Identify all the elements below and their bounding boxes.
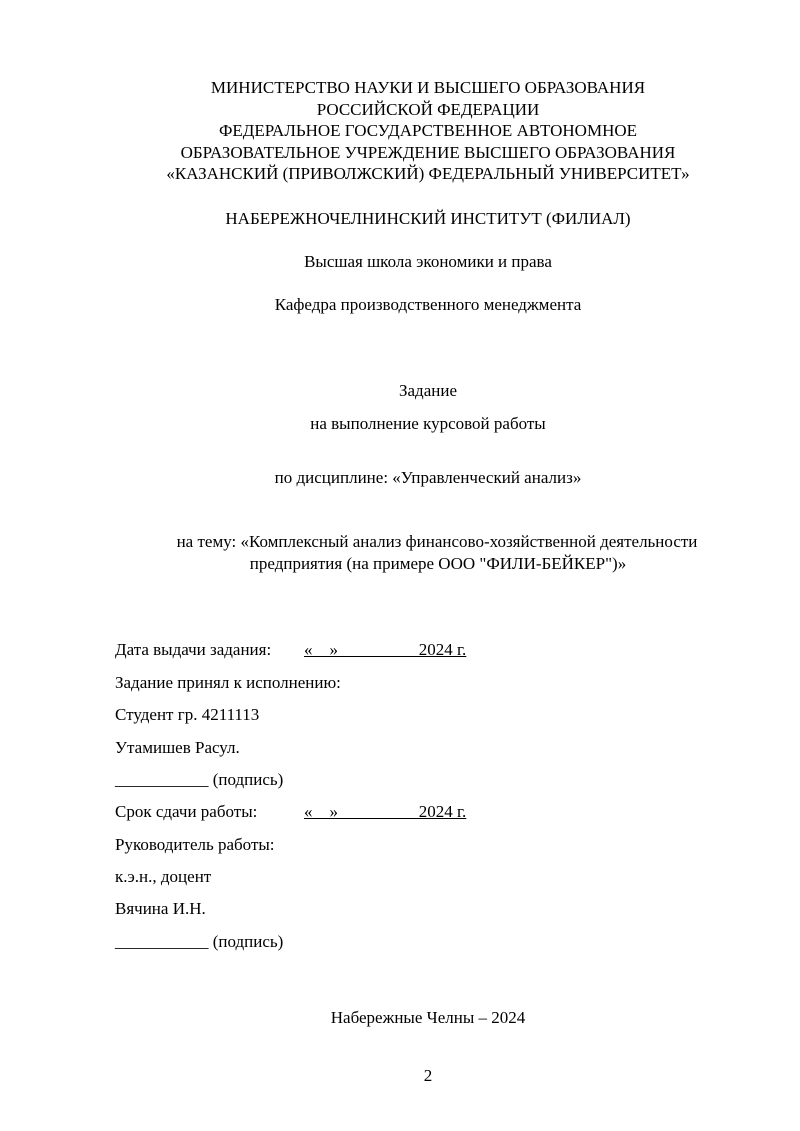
city-year: Набережные Челны – 2024 [330,1008,526,1027]
header-line-4: ОБРАЗОВАТЕЛЬНОЕ УЧРЕЖДЕНИЕ ВЫСШЕГО ОБРАЗОВАНИЯ [180,142,676,162]
header-line-3: ФЕДЕРАЛЬНОЕ ГОСУДАРСТВЕННОЕ АВТОНОМНОЕ [218,121,638,140]
department-name: Кафедра производственного менеджмента [274,295,582,314]
supervisor-label: Руководитель работы: [115,835,275,854]
supervisor-title: к.э.н., доцент [115,867,212,886]
ministry-header [0,77,800,185]
school-name: Высшая школа экономики и права [304,252,552,271]
student-group: Студент гр. 4211113 [115,705,260,724]
deadline-date-field: « » 2024 г. [304,802,467,821]
topic-line-2: предприятия (на примере ООО "ФИЛИ-БЕЙКЕР")» [249,553,627,573]
header-line-2: РОССИЙСКОЙ ФЕДЕРАЦИИ [316,99,540,119]
accepted-label: Задание принял к исполнению: [115,673,341,692]
topic-line-1: на тему: «Комплексный анализ финансово-хозяйственной деятельности [176,532,698,551]
institute-name: НАБЕРЕЖНОЧЕЛНИНСКИЙ ИНСТИТУТ (ФИЛИАЛ) [225,209,631,228]
issue-date-label: Дата выдачи задания: [115,640,272,659]
supervisor-signature: ___________ (подпись) [115,932,284,951]
issue-date-field: « » 2024 г. [304,640,467,659]
discipline: по дисциплине: «Управленческий анализ» [274,468,582,487]
header-line-5: «КАЗАНСКИЙ (ПРИВОЛЖСКИЙ) ФЕДЕРАЛЬНЫЙ УНИВЕРСИТЕТ» [166,164,690,183]
topic [146,531,730,574]
student-signature: ___________ (подпись) [115,770,284,789]
deadline-label: Срок сдачи работы: [115,802,258,821]
page-number: 2 [423,1066,433,1085]
task-subtitle: на выполнение курсовой работы [310,414,546,433]
task-title: Задание [399,381,457,400]
supervisor-name: Вячина И.Н. [115,899,206,918]
student-name: Утамишев Расул. [115,738,240,757]
header-line-1: МИНИСТЕРСТВО НАУКИ И ВЫСШЕГО ОБРАЗОВАНИЯ [210,78,646,97]
